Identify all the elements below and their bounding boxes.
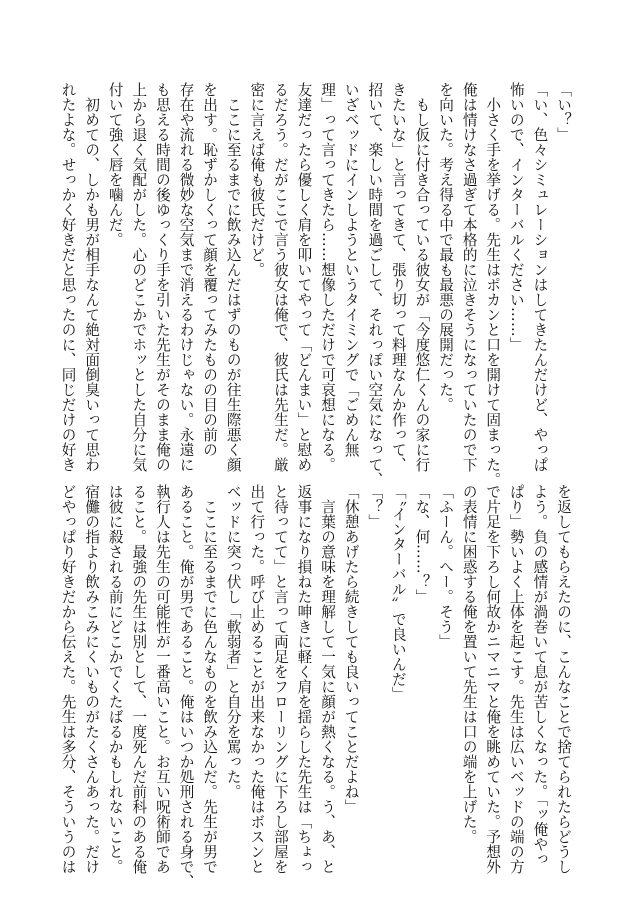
lower-line: で片足を下ろし何故かニマニマと俺を眺めていた。予想外	[484, 484, 502, 874]
upper-line: 密に言えば俺も彼氏だけど。	[248, 82, 266, 277]
lower-line: の表情に困惑する俺を置いて先生は口の端を上げた。	[460, 484, 478, 844]
lower-line: あること。俺が男であること。俺はいつか処刑される身で、	[177, 484, 195, 889]
lower-line: は彼に殺される前にどこかでくたばるかもしれないこと。	[106, 484, 124, 874]
lower-line: ぱり」勢いよく上体を起こす。先生は広いベッドの端の方	[507, 484, 525, 874]
upper-line: も思える時間の後ゆっくり手を引いた先生がそのまま俺の	[153, 82, 171, 472]
upper-line: いざベッドにインしようというタイミングで「ごめん無	[342, 82, 360, 457]
lower-line: 「ふーん。へー。そう」	[437, 484, 455, 649]
lower-line: 言葉の意味を理解して一気に顔が熱くなる。う、あ、と	[319, 484, 337, 874]
lower-line: ること。最強の先生は別として、一度死んだ前科のある俺	[130, 484, 148, 874]
lower-line: 出て行った。呼び止めることが出来なかった俺はボスンと	[248, 484, 266, 874]
lower-line: 「休憩あげたら続きしても良いってことだよね」	[342, 484, 360, 814]
upper-line: ここに至るまでに飲み込んだはずのものが往生際悪く顔	[224, 82, 242, 472]
lower-line: と待ってて」と言って両足をフローリングに下ろし部屋を	[271, 484, 289, 874]
upper-line: 存在や流れる微妙な空気まで消えるわけじゃない。永遠に	[177, 82, 195, 472]
upper-line: 俺は情けなさ過ぎて本格的に泣きそうになっていたので下	[460, 82, 478, 472]
upper-line: 「い？」	[555, 82, 572, 142]
upper-line: 上から退く気配がした。心のどこかでホッとした自分に気	[130, 82, 148, 472]
upper-line: 理」って言ってきたら……想像しただけで可哀想になる。	[319, 82, 337, 472]
upper-line: 「い、色々シミュレーションはしてきたんだけど、やっぱ	[531, 82, 549, 472]
upper-line: 小さく手を挙げる。先生はポカンと口を開けて固まった。	[484, 82, 502, 487]
upper-line: もし仮に付き合っている彼女が「今度悠仁くんの家に行	[413, 82, 431, 472]
upper-line: を出す。恥ずかしくって顔を覆ってみたものの目の前の	[201, 82, 219, 457]
lower-line: 「？」	[366, 484, 384, 529]
upper-line: 初めての、しかも男が相手なんて絶対面倒臭いって思わ	[83, 82, 101, 472]
lower-line: 「な、何……？」	[413, 484, 431, 604]
lower-line: 返事になり損ねた呻きに軽く肩を揺らした先生は「ちょっ	[295, 484, 313, 874]
lower-text-block	[59, 484, 575, 889]
upper-text-block	[59, 82, 575, 487]
lower-line: 執行人は先生の可能性が一番高いこと。お互い呪術師であ	[153, 484, 171, 874]
upper-line: を向いた。考え得る中で最も最悪の展開だった。	[437, 82, 455, 412]
lower-line: 「〝インターバル〟で良いんだ」	[389, 484, 407, 702]
upper-line: るだろう。だがここで言う彼女は俺で、彼氏は先生だ。厳	[271, 82, 289, 472]
lower-line: ここに至るまでに色んなものを飲み込んだ。先生が男で	[201, 484, 219, 874]
lower-line: を返してもらえたのに、こんなことで捨てられたらどうし	[555, 484, 572, 874]
upper-line: 怖いので、インターバルください……」	[507, 82, 525, 352]
lower-line: ベッドに突っ伏し「軟弱者」と自分を罵った。	[224, 484, 242, 799]
lower-line: どやっぱり好きだから伝えた。先生は多分、そういうのは	[59, 484, 77, 874]
upper-line: 友達だったら優しく肩を叩いてやって「どんまい」と慰め	[295, 82, 313, 472]
lower-line: 宿儺の指より飲みこみにくいものがたくさんあった。だけ	[83, 484, 101, 874]
upper-line: 付いて強く唇を噛んだ。	[106, 82, 124, 247]
lower-line: よう。負の感情が渦巻いて息が苦しくなった。「ッ俺やっ	[531, 484, 549, 867]
upper-line: れたよな。せっかく好きだと思ったのに、同じだけの好き	[59, 82, 77, 472]
upper-line: 招いて、楽しい時間を過ごして、それっぽい空気になって、	[366, 82, 384, 487]
upper-line: きたいな」と言ってきて、張り切って料理なんか作って、	[389, 82, 407, 472]
